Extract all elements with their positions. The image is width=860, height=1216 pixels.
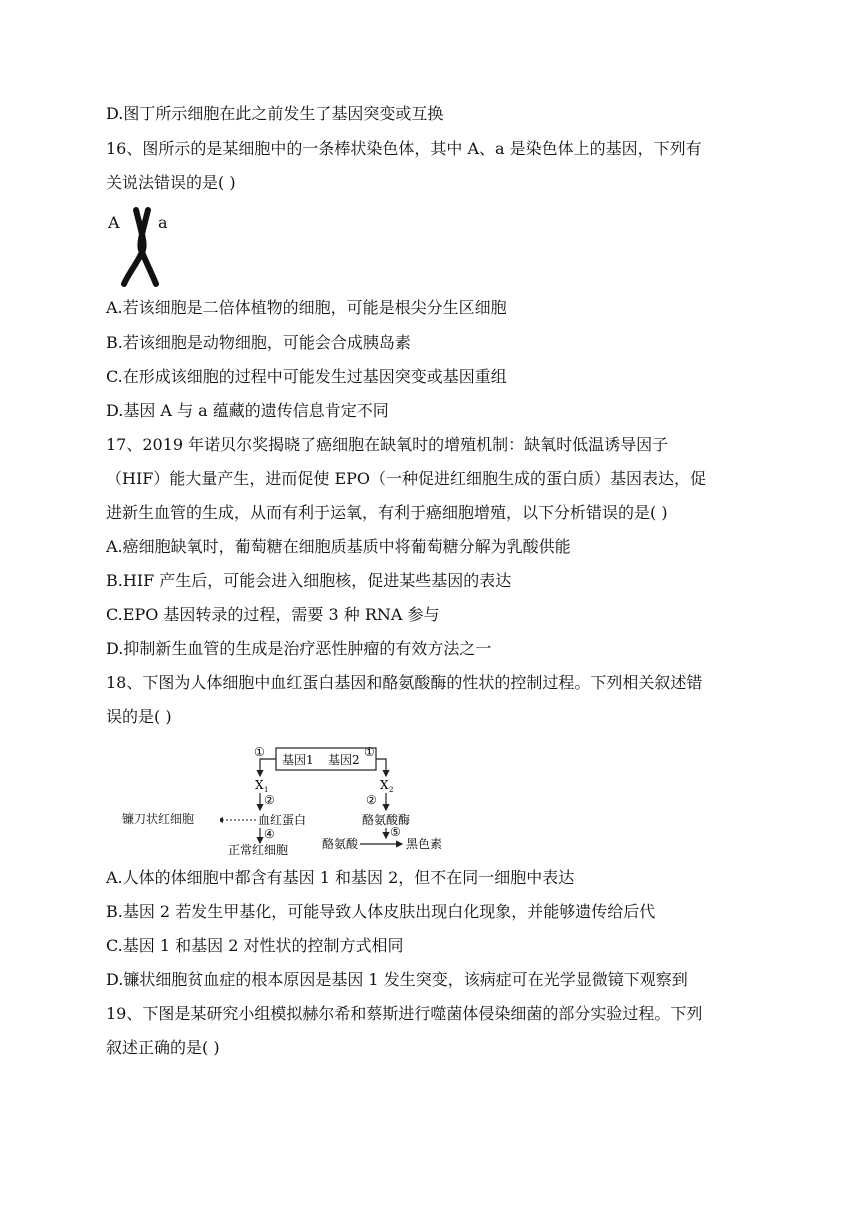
x1-label: X: [255, 778, 264, 792]
option-18-a: A.人体的体细胞中都含有基因 1 和基因 2，但不在同一细胞中表达: [106, 868, 575, 887]
arrow-gene1-x1: [260, 759, 276, 776]
option-17-a: A.癌细胞缺氧时，葡萄糖在细胞质基质中将葡萄糖分解为乳酸供能: [106, 537, 571, 556]
question-16-line-2: 关说法错误的是( ): [106, 173, 236, 192]
hemoglobin-label: 血红蛋白: [258, 813, 307, 827]
gene-1-label: 基因1: [282, 753, 314, 767]
question-19-line-1: 19、下图是某研究小组模拟赫尔希和蔡斯进行噬菌体侵染细菌的部分实验过程。下列: [106, 1004, 703, 1023]
question-16-line-1: 16、图所示的是某细胞中的一条棒状染色体，其中 A、a 是染色体上的基因，下列有: [106, 139, 702, 158]
option-16-d: D.基因 A 与 a 蕴藏的遗传信息肯定不同: [106, 401, 389, 420]
chromosome-figure: [106, 206, 176, 288]
step-2-left: ②: [264, 793, 275, 807]
x2-label: X: [380, 778, 389, 792]
question-19-line-2: 叙述正确的是( ): [106, 1038, 220, 1057]
question-17-line-1: 17、2019 年诺贝尔奖揭晓了癌细胞在缺氧时的增殖机制：缺氧时低温诱导因子: [106, 435, 669, 454]
melanin-label: 黑色素: [406, 837, 443, 851]
step-1-right: ①: [364, 745, 375, 759]
option-16-a: A.若该细胞是二倍体植物的细胞，可能是根尖分生区细胞: [106, 298, 507, 317]
option-17-b: B.HIF 产生后，可能会进入细胞核，促进某些基因的表达: [106, 571, 512, 590]
option-17-d: D.抑制新生血管的生成是治疗恶性肿瘤的有效方法之一: [106, 639, 492, 658]
option-18-c: C.基因 1 和基因 2 对性状的控制方式相同: [106, 936, 404, 955]
step-1-left: ①: [254, 745, 265, 759]
chromatid-right: [140, 210, 156, 284]
option-17-c: C.EPO 基因转录的过程，需要 3 种 RNA 参与: [106, 605, 440, 624]
option-16-b: B.若该细胞是动物细胞，可能会合成胰岛素: [106, 333, 411, 352]
gene-control-diagram: [220, 740, 470, 856]
x2-subscript: 2: [389, 786, 394, 794]
tyrosine-label: 酪氨酸: [322, 837, 359, 851]
gene-a-upper-label: A: [108, 213, 120, 232]
step-5: ⑤: [390, 825, 401, 839]
option-16-c: C.在形成该细胞的过程中可能发生过基因突变或基因重组: [106, 367, 507, 386]
step-2-right: ②: [366, 793, 377, 807]
x1-subscript: 1: [264, 786, 269, 794]
option-18-b: B.基因 2 若发生甲基化，可能导致人体皮肤出现白化现象，并能够遗传给后代: [106, 902, 656, 921]
sickle-rbc-label: 镰刀状红细胞: [122, 812, 195, 826]
question-18-line-2: 误的是( ): [106, 707, 172, 726]
arrow-gene2-x2: [376, 759, 386, 776]
normal-rbc-label: 正常红细胞: [228, 843, 289, 856]
question-18-line-1: 18、下图为人体细胞中血红蛋白基因和酪氨酸酶的性状的控制过程。下列相关叙述错: [106, 673, 703, 692]
gene-a-lower-label: a: [158, 213, 168, 232]
gene-2-label: 基因2: [328, 753, 360, 767]
tyrosinase-label: 酪氨酸酶: [362, 813, 411, 827]
question-17-line-2: （HIF）能大量产生，进而促使 EPO（一种促进红细胞生成的蛋白质）基因表达，促: [106, 469, 707, 488]
option-18-d: D.镰状细胞贫血症的根本原因是基因 1 发生突变，该病症可在光学显微镜下观察到: [106, 970, 688, 989]
option-15-d: D.图丁所示细胞在此之前发生了基因突变或互换: [106, 104, 444, 123]
question-17-line-3: 进新生血管的生成，从而有利于运氧，有利于癌细胞增殖，以下分析错误的是( ): [106, 503, 668, 522]
step-4: ④: [264, 827, 275, 841]
